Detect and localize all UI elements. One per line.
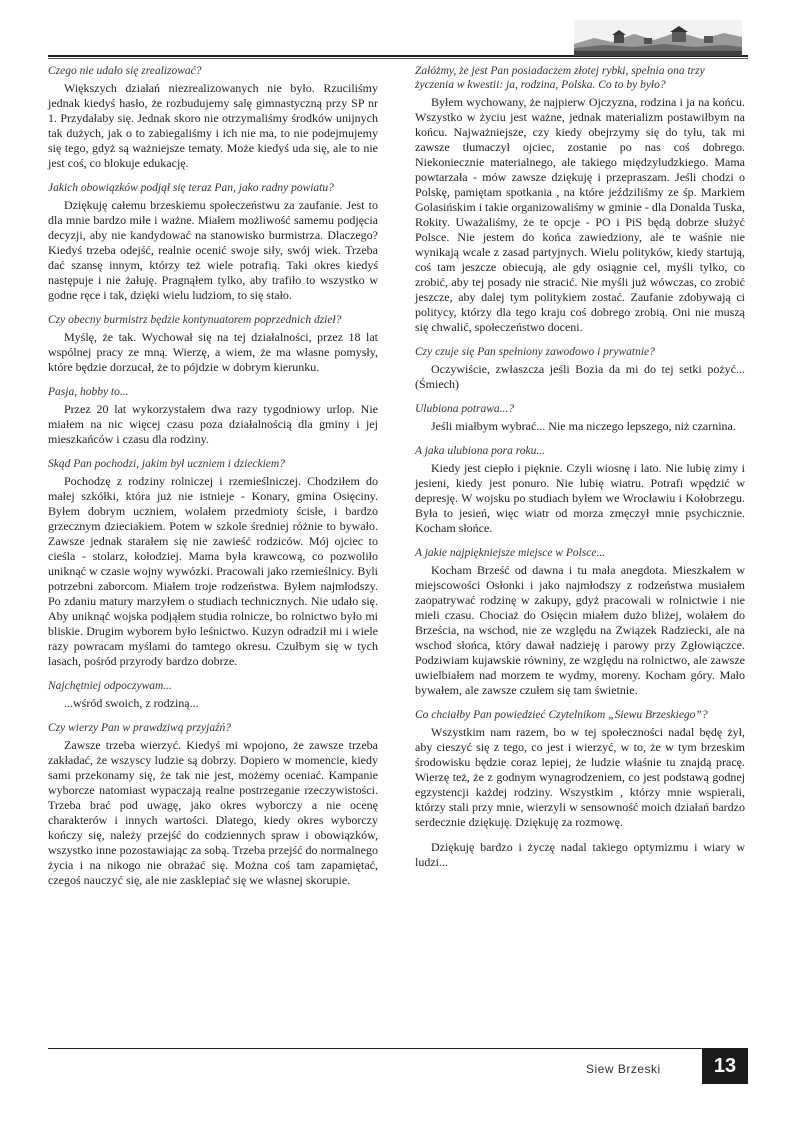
answer: Byłem wychowany, że najpierw Ojczyzna, rodzina i ja na końcu. Wszystko w życiu jest ważne, jednak materializm postawiłbym na końcu. Najważniejsze, czy kiedy obejrzymy się do tyłu, tak mi zawsze tłumaczył ojciec, zostanie po nas coś dobrego. Niekoniecznie materialnego, ale takiego międzyludzkiego. Mama powtarzała - mów zawsze dziękuję i przepraszam. Jeśli chodzi o Polskę, pamiętam spotkania , na które jeździliśmy ze śp. Markiem Golasińskim i takie organizowaliśmy w gminie - dla Donalda Tuska, Rokity. Uważaliśmy, że te opcje - PO i PiS będą dobrze służyć Polsce. Nie jestem do końca zawiedziony, ale te waśnie nie wynikają wcale z zasad partyjnych. Wielu polityków, kiedy startują, coś tam jeszcze obiecują, ale gdy osiągnie cel, myśli tylko, co zrobić, aby tej posady nie stracić. Nie myśli już wówczas, co zrobić jeszcze, aby dalej tym politykiem zostać. Zaufanie zdobywają ci politycy, którzy dla tego kraju coś dobrego zrobią. Oni nie muszą się chwalić, społeczeństwo doceni. xyxy=(415,95,745,334)
question: Czy obecny burmistrz będzie kontynuatorem poprzednich dzieł? xyxy=(48,314,342,326)
answer: Pochodzę z rodziny rolniczej i rzemieślniczej. Chodziłem do małej szkółki, która już nie istnieje - Konary, gmina Osięciny. Byłem dobrym uczniem, wolałem przedmioty ścisłe, i bardzo grzecznym dzieciakiem. Potem w szkole średniej różnie to bywało. Zawsze jednak starałem się nie zawieść rodziców. Mój ojciec to cieśla - stolarz, kołodziej. Mama była krawcową, co pozwoliło uniknąć w czasie wojny wywózki. Pracowali jako rzemieślnicy. Byli potrzebni zaborcom. Miałem troje rodzeństwa. Byłem najmłodszy. Po zdaniu matury marzyłem o studiach technicznych. Nie udało się. Aby uniknąć wojska podjąłem studia rolnicze, bo rolnictwo było mi bliskie. Drugim wyborem było leśnictwo. Kuzyn odradził mi i wiele razy powracam myślami do tamtego okresu. Czułbym się w tych lasach, pośród przyrody bardzo dobrze. xyxy=(48,474,378,668)
right-column xyxy=(415,64,745,880)
question: Skąd Pan pochodzi, jakim był uczniem i dzieckiem? xyxy=(48,458,285,470)
village-landscape-photo xyxy=(574,20,742,56)
answer: Dziękuję całemu brzeskiemu społeczeństwu za zaufanie. Jest to dla mnie bardzo miłe i ważne. Miałem możliwość samemu podjęcia decyzji, aby nie kandydować na stanowisko burmistrza. Dlaczego? Kiedyś trzeba odejść, realnie ocenić swoje siły, swój wiek. Trzeba dać szansę innym, którzy też wiele potrafią. Taki okres kiedyś następuje i nie żałuję. Pragnąłem tylko, aby trafiło to wszystko w godne ręce i tak, dzięki wielu ludziom, to się stało. xyxy=(48,198,378,302)
question: Pasja, hobby to... xyxy=(48,386,129,398)
answer: Zawsze trzeba wierzyć. Kiedyś mi wpojono, że zawsze trzeba zakładać, że wszyscy ludzie są dobrzy. Dopiero w momencie, kiedy sami przekonamy się, że tak nie jest, możemy oceniać. Kampanie wyborcze natomiast wypaczają realne postrzeganie rzeczywistości. Trzeba brać pod uwagę, jako okres wyborczy a nie ocenę charakterów i innych wartości. Dlatego, kiedy okres wyborczy kończy się, należy przejść do codziennych spraw i obowiązków, wszystko inne pozostawiając za sobą. Trzeba przejść do normalnego życia i na nikogo nie obrażać się. Można coś tam zapamiętać, czegoś nauczyć się, ale nie zasklepiać się we własnej skorupie. xyxy=(48,738,378,887)
answer: Oczywiście, zwłaszcza jeśli Bozia da mi do tej setki pożyć... (Śmiech) xyxy=(415,362,745,391)
question: Czego nie udało się zrealizować? xyxy=(48,65,202,77)
question: Co chciałby Pan powiedzieć Czytelnikom „Siewu Brzeskiego”? xyxy=(415,709,708,721)
question: A jakie najpiękniejsze miejsce w Polsce... xyxy=(415,547,606,559)
question: Najchętniej odpoczywam... xyxy=(48,680,172,692)
answer: Kiedy jest ciepło i pięknie. Czyli wiosnę i lato. Nie lubię zimy i jesieni, kiedy jest ponuro. Nie lubię wiatru. Potrafi wpędzić w depresję. W wojsku po studiach byłem we Wrocławiu i Kołobrzegu. Była to jesień, więc wiatr od morza zmęczył mnie psychicznie. Kocham słońce. xyxy=(415,461,745,535)
left-column xyxy=(48,64,378,898)
top-rule-thin xyxy=(48,58,748,59)
question: Czy czuje się Pan spełniony zawodowo i prywatnie? xyxy=(415,346,655,358)
closing-remark: Dziękuję bardzo i życzę nadal takiego optymizmu i wiary w ludzi... xyxy=(415,840,745,869)
answer: ...wśród swoich, z rodziną... xyxy=(64,696,199,710)
answer: Myślę, że tak. Wychował się na tej działalności, przez 18 lat wspólnej pracy ze mną. Wierzę, a wiem, że ma własne pomysły, które będzie dorzucał, że to pójdzie w dobrym kierunku. xyxy=(48,330,378,374)
answer: Wszystkim nam razem, bo w tej społeczności nadal będę żył, aby cieszyć się z tego, co jest i wierzyć, w to, że w tym brzeskim środowisku będzie coraz lepiej, że ludzie właśnie tu znajdą pracę. Wierzę też, że z godnym wynagrodzeniem, co jest podstawą godnej egzystencji każdej rodziny. Wszystkim , którzy mnie wspierali, którzy stali przy mnie, wierzyli w sensowność moich działań bardzo serdecznie dziękuję. Dziękuję za rozmowę. xyxy=(415,725,745,829)
bottom-rule xyxy=(48,1048,748,1049)
question: Ulubiona potrawa...? xyxy=(415,403,515,415)
answer: Przez 20 lat wykorzystałem dwa razy tygodniowy urlop. Nie miałem na nic więcej czasu poza działalnością dla gminy i jej mieszkańców i czasu dla rodziny. xyxy=(48,402,378,446)
page-number: 13 xyxy=(702,1048,748,1084)
question: Czy wierzy Pan w prawdziwą przyjaźń? xyxy=(48,722,232,734)
answer: Większych działań niezrealizowanych nie było. Rzuciliśmy jednak kiedyś hasło, że rozbudujemy salę gimnastyczną przy SP nr 1. Przydałaby się. Jednak skoro nie otrzymaliśmy środków unijnych tak dużych, jak o to zabiegaliśmy i ich nie ma, to nie podejmujemy się tego, gdyż są ważniejsze tematy. Może kiedyś uda się, ale to nie jest coś, co blokuje edukację. xyxy=(48,81,378,170)
question: Załóżmy, że jest Pan posiadaczem złotej rybki, spełnia ona trzy życzenia w kwestii: ja, rodzina, Polska. Co to by było? xyxy=(415,65,705,91)
question: A jaka ulubiona pora roku... xyxy=(415,445,546,457)
answer: Jeśli miałbym wybrać... Nie ma niczego lepszego, niż czarnina. xyxy=(431,419,736,433)
publication-name: Siew Brzeski xyxy=(586,1062,661,1076)
question: Jakich obowiązków podjął się teraz Pan, jako radny powiatu? xyxy=(48,182,334,194)
answer: Kocham Brześć od dawna i tu mała anegdota. Mieszkałem w miejscowości Osłonki i jako najmłodszy z rodzeństwa musiałem zaopatrywać rodzinę w zakupy, gdyż pracowali w rolnictwie i nie mieli czasu. Chociaż do Osięcin miałem dużo bliżej, wolałem do Brześcia, na wschod, nie ze względu na Związek Radziecki, ale na wschod słońca, który dawał nadzieję i parowy przy Zgłowiączce. Podziwiam kujawskie równiny, ze względu na rolnictwo, ale zawsze uwielbiałem nad morzem te wydmy, moreny. Kocham góry. Mało bywałem, ale zawsze czułem się tam świetnie. xyxy=(415,563,745,697)
